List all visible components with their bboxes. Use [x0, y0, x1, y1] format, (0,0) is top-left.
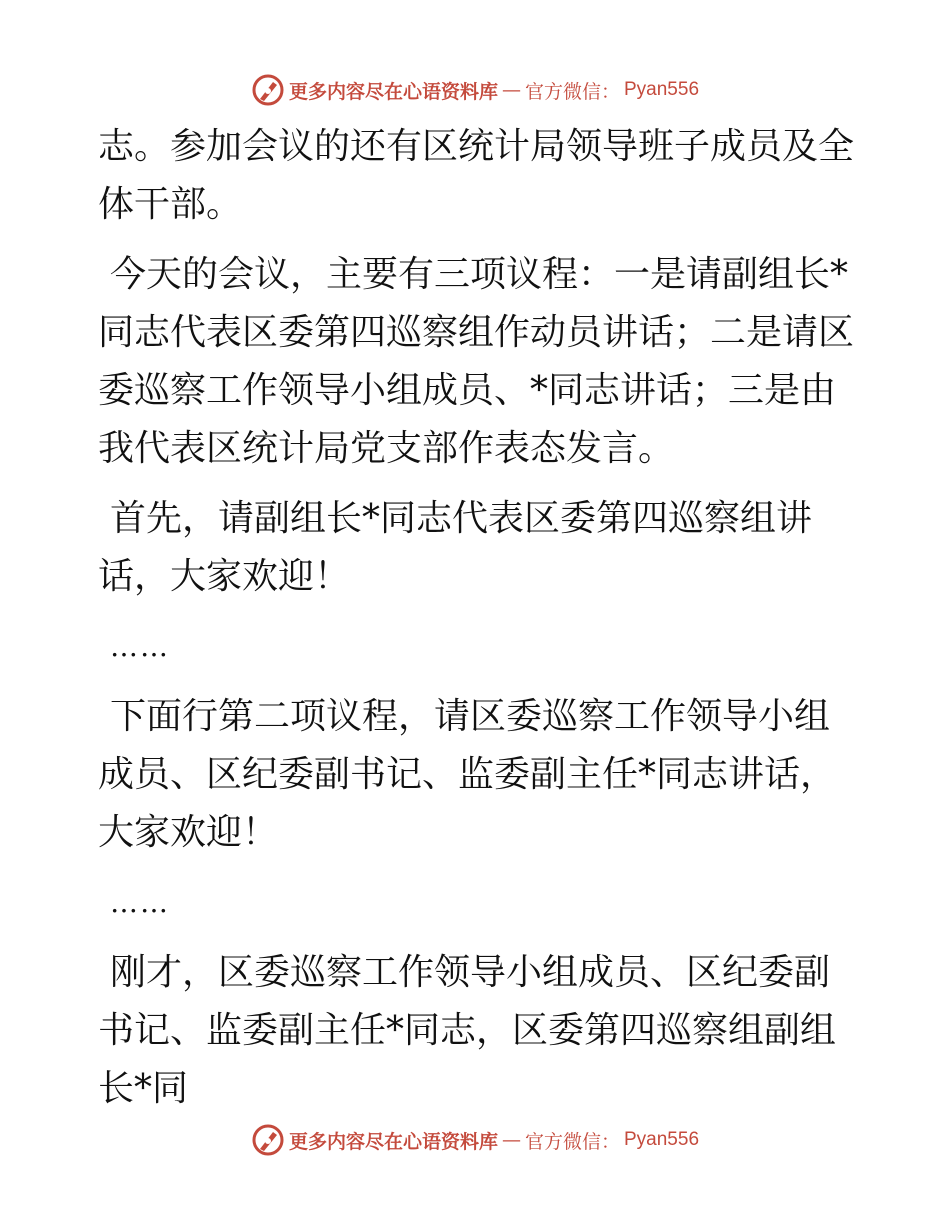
- paragraph-4: 下面行第二项议程，请区委巡察工作领导小组成员、区纪委副书记、监委副主任*同志讲话，大家欢迎！: [98, 696, 837, 853]
- footer-watermark: [0, 1120, 950, 1160]
- watermark-label: 官方微信：: [524, 80, 620, 103]
- watermark-site-name: 更多内容尽在心语资料库: [288, 1130, 498, 1153]
- watermark-dash: —: [501, 79, 521, 101]
- ellipsis-2: ……: [110, 886, 170, 919]
- paragraph-3: 首先，请副组长*同志代表区委第四巡察组讲话，大家欢迎！: [98, 498, 813, 597]
- header-watermark: [0, 70, 950, 110]
- paragraph-5: 刚才，区委巡察工作领导小组成员、区纪委副书记、监委副主任*同志，区委第四巡察组副组长*同: [98, 952, 837, 1109]
- watermark-id: Pyan556: [624, 79, 700, 100]
- paragraph-1: 志。参加会议的还有区统计局领导班子成员及全体干部。: [98, 126, 855, 225]
- document-body: [98, 118, 858, 1130]
- watermark-dash: —: [501, 1129, 521, 1151]
- pen-logo-icon: [251, 1123, 285, 1157]
- watermark-label: 官方微信：: [524, 1130, 620, 1153]
- paragraph-2: 今天的会议，主要有三项议程：一是请副组长*同志代表区委第四巡察组作动员讲话；二是请区委巡察工作领导小组成员、*同志讲话；三是由我代表区统计局党支部作表态发言。: [98, 254, 855, 469]
- watermark-site-name: 更多内容尽在心语资料库: [288, 80, 498, 103]
- watermark-id: Pyan556: [624, 1129, 700, 1150]
- pen-logo-icon: [251, 73, 285, 107]
- ellipsis-1: ……: [110, 630, 170, 663]
